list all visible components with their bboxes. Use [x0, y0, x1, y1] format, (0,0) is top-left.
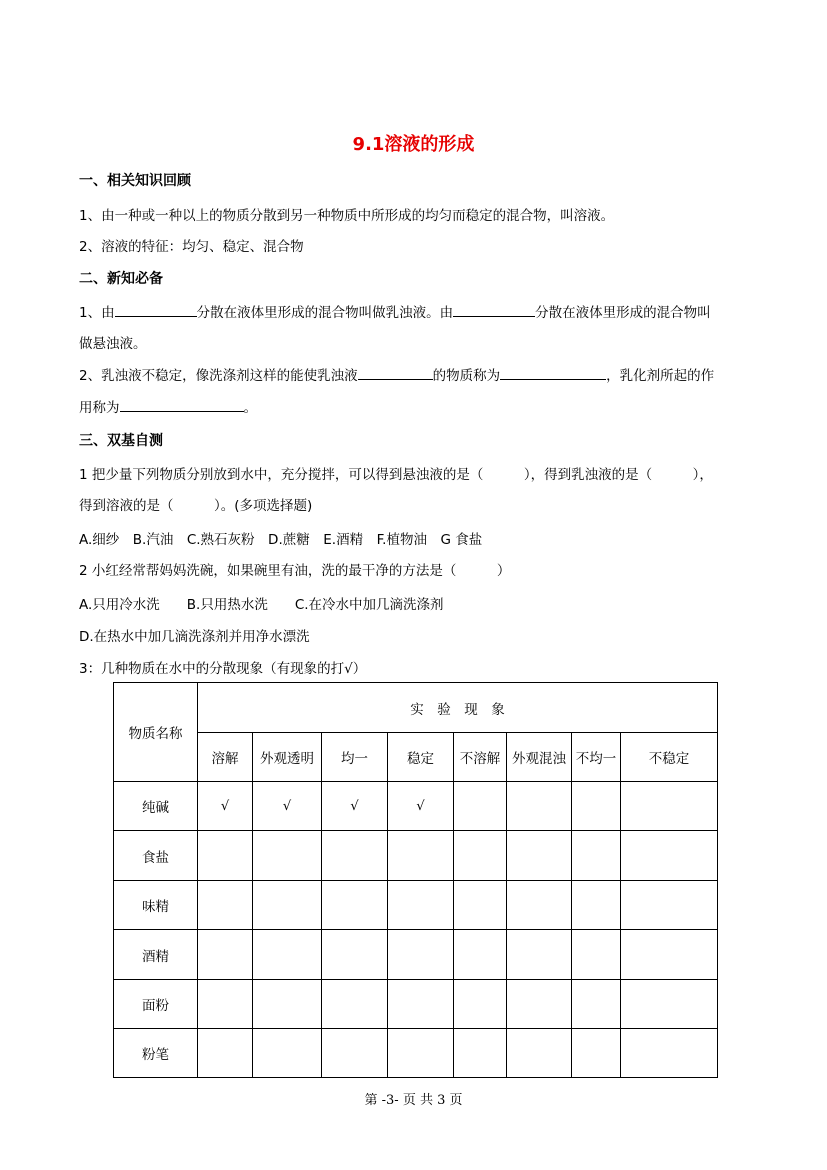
table-row: [114, 980, 718, 1029]
section3-q3-line: 3：几种物质在水中的分散现象（有现象的打√）: [79, 661, 367, 677]
answer-cell[interactable]: [507, 980, 572, 1029]
table-row: [114, 1029, 718, 1078]
answer-cell[interactable]: [572, 782, 621, 831]
answer-cell[interactable]: [621, 881, 718, 930]
table-row: [114, 930, 718, 980]
section1-line2: 2、溶液的特征：均匀、稳定、混合物: [79, 239, 304, 255]
answer-cell[interactable]: [253, 930, 322, 980]
answer-cell[interactable]: [322, 1029, 388, 1078]
table-name-header: 物质名称: [114, 683, 198, 782]
substance-name-cell: 面粉: [114, 980, 198, 1029]
answer-cell[interactable]: [198, 1029, 253, 1078]
check-mark-cell[interactable]: √: [388, 782, 454, 831]
answer-cell[interactable]: [322, 930, 388, 980]
substance-name-cell: 酒精: [114, 930, 198, 980]
answer-cell[interactable]: [454, 980, 507, 1029]
q2-text-b: 的物质称为: [432, 368, 501, 384]
answer-cell[interactable]: [621, 831, 718, 881]
section3-q1-line1: 1 把少量下列物质分别放到水中，充分搅拌，可以得到悬浊液的是（ ），得到乳浊液的是（ ），: [79, 467, 713, 483]
section2-q1-line1: [79, 301, 711, 321]
q2-text-d: 用称为: [79, 400, 120, 416]
answer-cell[interactable]: [572, 881, 621, 930]
section2-q2-line2: [79, 396, 257, 416]
substance-name-cell: 食盐: [114, 831, 198, 881]
answer-cell[interactable]: [388, 831, 454, 881]
answer-cell[interactable]: [322, 831, 388, 881]
answer-cell[interactable]: [322, 980, 388, 1029]
answer-cell[interactable]: [198, 881, 253, 930]
dispersion-table: [113, 682, 718, 1078]
answer-cell[interactable]: [322, 881, 388, 930]
answer-cell[interactable]: [507, 930, 572, 980]
section2-q2-line1: [79, 364, 714, 384]
answer-cell[interactable]: [572, 831, 621, 881]
check-mark-cell[interactable]: √: [253, 782, 322, 831]
answer-cell[interactable]: [621, 1029, 718, 1078]
q2-text-a: 2、乳浊液不稳定，像洗涤剂这样的能使乳浊液: [79, 368, 358, 384]
page-footer: 第 -3- 页 共 3 页: [364, 1093, 463, 1108]
answer-cell[interactable]: [621, 930, 718, 980]
column-header: 不均一: [572, 733, 621, 782]
answer-cell[interactable]: [253, 831, 322, 881]
answer-cell[interactable]: [388, 881, 454, 930]
section3-q1-options: A.细纱 B.汽油 C.熟石灰粉 D.蔗糖 E.酒精 F.植物油 G 食盐: [79, 532, 483, 548]
q1-text-c: 分散在液体里形成的混合物叫: [535, 305, 711, 321]
answer-blank-5[interactable]: [120, 398, 244, 412]
answer-cell[interactable]: [572, 980, 621, 1029]
column-header: 溶解: [198, 733, 253, 782]
table-row: [114, 881, 718, 930]
column-header: 外观透明: [253, 733, 322, 782]
answer-cell[interactable]: [454, 930, 507, 980]
answer-blank-3[interactable]: [358, 366, 433, 380]
column-header: 稳定: [388, 733, 454, 782]
answer-cell[interactable]: [388, 980, 454, 1029]
answer-cell[interactable]: [621, 782, 718, 831]
answer-cell[interactable]: [198, 980, 253, 1029]
column-header: 不溶解: [454, 733, 507, 782]
answer-cell[interactable]: [621, 980, 718, 1029]
answer-cell[interactable]: [454, 881, 507, 930]
answer-blank-1[interactable]: [115, 303, 197, 317]
table-row: [114, 782, 718, 831]
section3-q2-option-d: D.在热水中加几滴洗涤剂并用净水漂洗: [79, 629, 310, 645]
section3-q2-options-abc: A.只用冷水洗 B.只用热水洗 C.在冷水中加几滴洗涤剂: [79, 597, 444, 613]
table-group-header: 实 验 现 象: [198, 683, 718, 733]
answer-cell[interactable]: [507, 782, 572, 831]
table-body: [114, 782, 718, 1078]
section2-q1-line2: 做悬浊液。: [79, 336, 147, 352]
answer-cell[interactable]: [507, 1029, 572, 1078]
substance-name-cell: 纯碱: [114, 782, 198, 831]
answer-cell[interactable]: [253, 980, 322, 1029]
answer-cell[interactable]: [454, 831, 507, 881]
section3-q1-line2: 得到溶液的是（ ）。(多项选择题): [79, 498, 313, 514]
section3-heading: 三、双基自测: [79, 433, 163, 449]
check-mark-cell[interactable]: √: [198, 782, 253, 831]
answer-cell[interactable]: [507, 831, 572, 881]
answer-cell[interactable]: [198, 930, 253, 980]
section2-heading: 二、新知必备: [79, 271, 163, 287]
answer-cell[interactable]: [572, 930, 621, 980]
table-row: [114, 831, 718, 881]
column-header: 均一: [322, 733, 388, 782]
q2-text-e: 。: [243, 400, 257, 416]
check-mark-cell[interactable]: √: [322, 782, 388, 831]
answer-cell[interactable]: [388, 930, 454, 980]
page-title: 9.1溶液的形成: [352, 134, 475, 155]
substance-name-cell: 味精: [114, 881, 198, 930]
answer-cell[interactable]: [572, 1029, 621, 1078]
column-header: 外观混浊: [507, 733, 572, 782]
answer-cell[interactable]: [454, 782, 507, 831]
section1-line1: 1、由一种或一种以上的物质分散到另一种物质中所形成的均匀而稳定的混合物，叫溶液。: [79, 208, 615, 224]
answer-cell[interactable]: [454, 1029, 507, 1078]
q1-text-a: 1、由: [79, 305, 115, 321]
substance-name-cell: 粉笔: [114, 1029, 198, 1078]
q1-text-b: 分散在液体里形成的混合物叫做乳浊液。由: [196, 305, 454, 321]
answer-blank-2[interactable]: [453, 303, 535, 317]
section3-q2-line1: 2 小红经常帮妈妈洗碗，如果碗里有油，洗的最干净的方法是（ ）: [79, 563, 511, 579]
answer-cell[interactable]: [253, 881, 322, 930]
answer-cell[interactable]: [253, 1029, 322, 1078]
column-header: 不稳定: [621, 733, 718, 782]
section1-heading: 一、相关知识回顾: [79, 173, 191, 189]
answer-blank-4[interactable]: [500, 366, 606, 380]
q2-text-c: ，乳化剂所起的作: [606, 368, 715, 384]
answer-cell[interactable]: [198, 831, 253, 881]
answer-cell[interactable]: [507, 881, 572, 930]
answer-cell[interactable]: [388, 1029, 454, 1078]
